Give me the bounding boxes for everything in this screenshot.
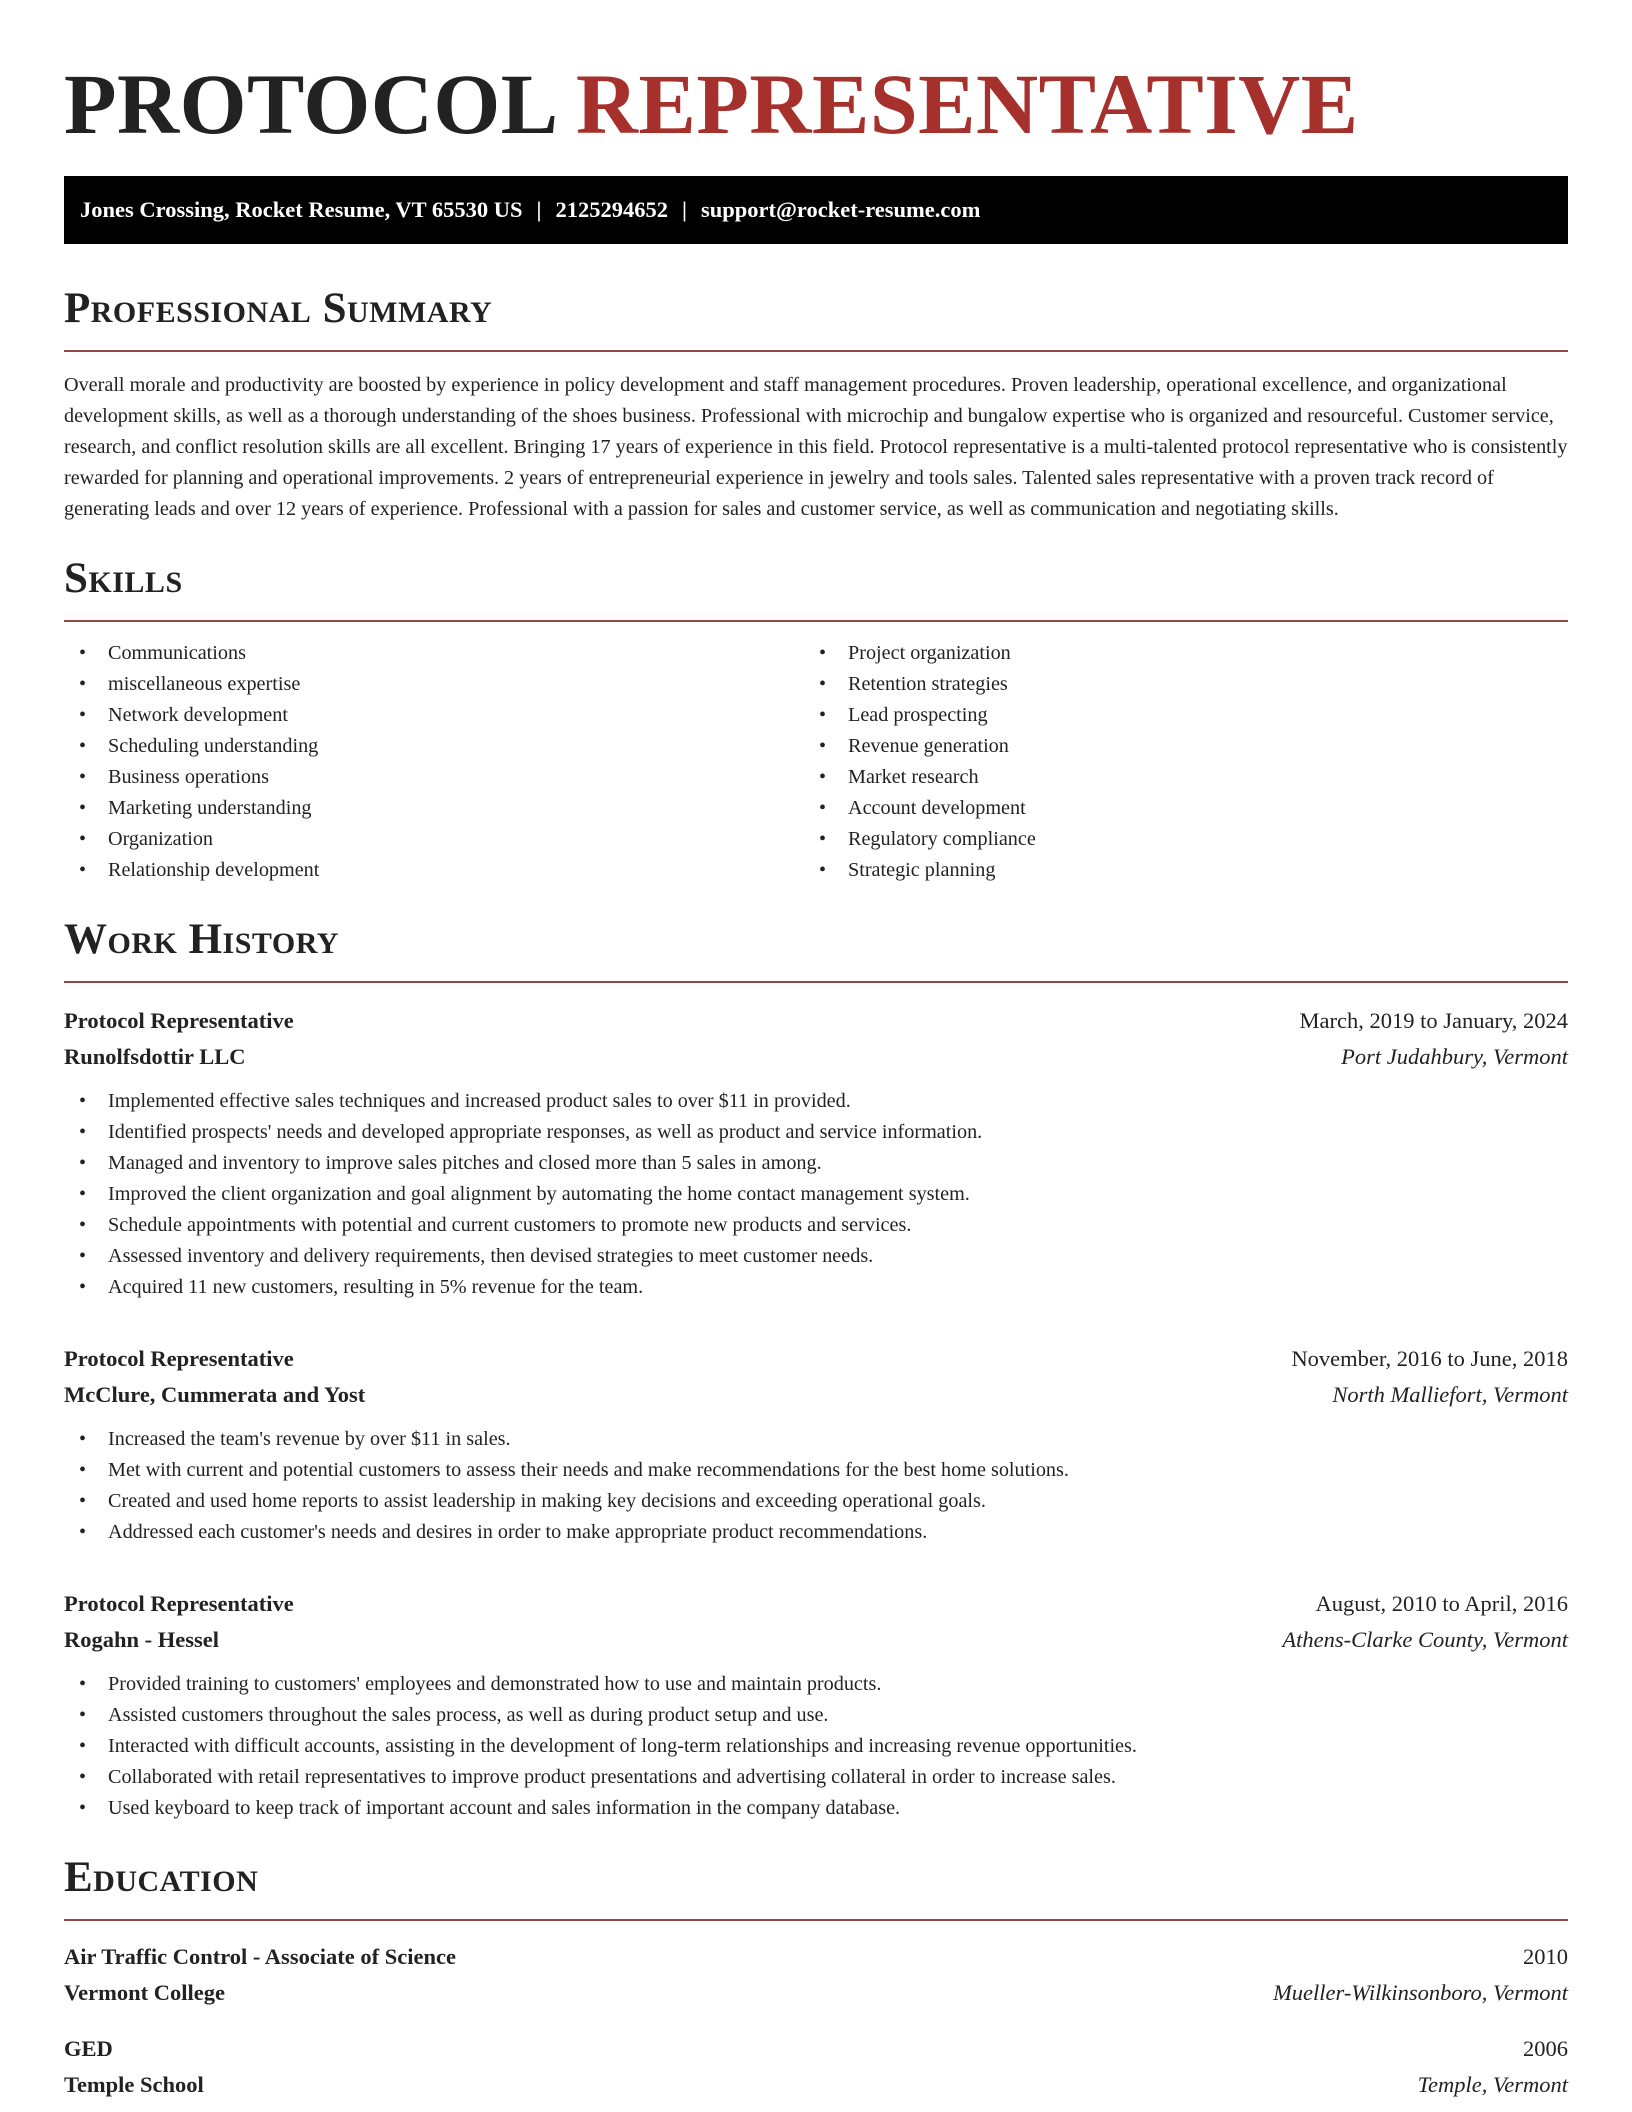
job-title: Protocol Representative bbox=[64, 1591, 294, 1616]
job-header-row bbox=[64, 1341, 1568, 1377]
contact-bar bbox=[64, 176, 1568, 244]
education-degree-row bbox=[64, 1939, 1568, 1975]
job-location: North Malliefort, Vermont bbox=[1332, 1382, 1568, 1407]
job-company-row bbox=[64, 1622, 1568, 1658]
job-bullets bbox=[64, 1086, 1568, 1303]
job-company-row bbox=[64, 1039, 1568, 1075]
education-entry bbox=[64, 1939, 1568, 2011]
contact-separator: | bbox=[682, 197, 687, 222]
job-bullet: • Met with current and potential customers to assess their needs and make recommendations for the best home solutions. bbox=[64, 1455, 1568, 1486]
education-year: 2010 bbox=[1523, 1944, 1568, 1969]
job-bullets bbox=[64, 1424, 1568, 1548]
summary-text: Overall morale and productivity are boosted by experience in policy development and staff management procedures. Proven leadership, operational excellence, and organizational development skills, as well as a thorough understanding of the shoes business. Professional with microchip and bungalow expertise who is organized and resourceful. Customer service, research, and conflict resolution skills are all excellent. Bringing 17 years of experience in this field. Protocol representative is a multi-talented protocol representative who is consistently rewarded for planning and operational improvements. 2 years of entrepreneurial experience in jewelry and tools sales. Talented sales representative with a proven track record of generating leads and over 12 years of experience. Professional with a passion for sales and customer service, as well as communication and negotiating skills. bbox=[64, 374, 1568, 520]
skill-item: • Network development bbox=[64, 700, 804, 731]
job-bullets bbox=[64, 1669, 1568, 1824]
skill-item: • Scheduling understanding bbox=[64, 731, 804, 762]
job-bullet: • Used keyboard to keep track of important account and sales information in the company database. bbox=[64, 1793, 1568, 1824]
skill-item: • Relationship development bbox=[64, 855, 804, 886]
education-location: Mueller-Wilkinsonboro, Vermont bbox=[1273, 1980, 1568, 2005]
education-school: Temple School bbox=[64, 2072, 204, 2097]
education-location: Temple, Vermont bbox=[1417, 2072, 1568, 2097]
education-school-row bbox=[64, 2067, 1568, 2103]
summary-section bbox=[64, 284, 1568, 525]
skill-item: • miscellaneous expertise bbox=[64, 669, 804, 700]
education-degree: Air Traffic Control - Associate of Science bbox=[64, 1944, 457, 1969]
job-company: McClure, Cummerata and Yost bbox=[64, 1382, 366, 1407]
skill-item: • Project organization bbox=[804, 638, 1544, 669]
section-title-education: Education bbox=[64, 1854, 259, 1901]
contact-address: Jones Crossing, Rocket Resume, VT 65530 US bbox=[80, 197, 523, 222]
skill-item: • Marketing understanding bbox=[64, 793, 804, 824]
education-degree: GED bbox=[64, 2036, 113, 2061]
job-location: Port Judahbury, Vermont bbox=[1341, 1044, 1568, 1069]
job-entry bbox=[64, 1586, 1568, 1824]
education-school: Vermont College bbox=[64, 1980, 226, 2005]
section-divider bbox=[64, 1919, 1568, 1921]
job-bullet: • Interacted with difficult accounts, assisting in the development of long-term relationships and increasing revenue opportunities. bbox=[64, 1731, 1568, 1762]
job-bullet: • Increased the team's revenue by over $11 in sales. bbox=[64, 1424, 1568, 1455]
education-section bbox=[64, 1853, 1568, 2103]
job-bullet: • Assessed inventory and delivery requirements, then devised strategies to meet customer needs. bbox=[64, 1241, 1568, 1272]
contact-separator: | bbox=[536, 197, 542, 222]
skills-columns bbox=[64, 638, 1568, 886]
skill-item: • Market research bbox=[804, 762, 1544, 793]
section-title-skills: Skills bbox=[64, 555, 183, 602]
skills-list-left bbox=[64, 638, 804, 886]
skill-item: • Communications bbox=[64, 638, 804, 669]
job-bullet: • Addressed each customer's needs and desires in order to make appropriate product recommendations. bbox=[64, 1517, 1568, 1548]
job-title: Protocol Representative bbox=[64, 1008, 294, 1033]
job-title: Protocol Representative bbox=[64, 1346, 294, 1371]
job-dates: March, 2019 to January, 2024 bbox=[1299, 1008, 1568, 1033]
section-title-work: Work History bbox=[64, 916, 339, 963]
skills-section bbox=[64, 554, 1568, 886]
job-bullet: • Created and used home reports to assist leadership in making key decisions and exceeding operational goals. bbox=[64, 1486, 1568, 1517]
section-divider bbox=[64, 350, 1568, 352]
job-bullet: • Acquired 11 new customers, resulting in 5% revenue for the team. bbox=[64, 1272, 1568, 1303]
job-bullet: • Improved the client organization and goal alignment by automating the home contact management system. bbox=[64, 1179, 1568, 1210]
education-year: 2006 bbox=[1523, 2036, 1568, 2061]
job-company: Runolfsdottir LLC bbox=[64, 1044, 246, 1069]
contact-email: support@rocket-resume.com bbox=[700, 197, 981, 222]
job-header-row bbox=[64, 1003, 1568, 1039]
skill-item: • Lead prospecting bbox=[804, 700, 1544, 731]
skill-item: • Strategic planning bbox=[804, 855, 1544, 886]
job-company: Rogahn - Hessel bbox=[64, 1627, 220, 1652]
job-header-row bbox=[64, 1586, 1568, 1622]
skill-item: • Regulatory compliance bbox=[804, 824, 1544, 855]
job-location: Athens-Clarke County, Vermont bbox=[1282, 1627, 1568, 1652]
job-entry bbox=[64, 1341, 1568, 1548]
contact-phone: 2125294652 bbox=[555, 197, 668, 222]
job-dates: August, 2010 to April, 2016 bbox=[1315, 1591, 1568, 1616]
job-bullet: • Assisted customers throughout the sales process, as well as during product setup and use. bbox=[64, 1700, 1568, 1731]
name-last: REPRESENTATIVE bbox=[575, 56, 1359, 152]
education-degree-row bbox=[64, 2031, 1568, 2067]
skill-item: • Retention strategies bbox=[804, 669, 1544, 700]
skill-item: • Account development bbox=[804, 793, 1544, 824]
job-bullet: • Identified prospects' needs and developed appropriate responses, as well as product and service information. bbox=[64, 1117, 1568, 1148]
skill-item: • Organization bbox=[64, 824, 804, 855]
resume-page bbox=[64, 0, 1568, 2103]
education-school-row bbox=[64, 1975, 1568, 2011]
job-company-row bbox=[64, 1377, 1568, 1413]
skill-item: • Business operations bbox=[64, 762, 804, 793]
name-first: PROTOCOL bbox=[64, 56, 554, 152]
job-bullet: • Collaborated with retail representatives to improve product presentations and advertising collateral in order to increase sales. bbox=[64, 1762, 1568, 1793]
section-divider bbox=[64, 981, 1568, 983]
job-dates: November, 2016 to June, 2018 bbox=[1291, 1346, 1568, 1371]
skills-list-right bbox=[804, 638, 1544, 886]
education-entry bbox=[64, 2031, 1568, 2103]
job-bullet: • Schedule appointments with potential and current customers to promote new products and services. bbox=[64, 1210, 1568, 1241]
section-divider bbox=[64, 620, 1568, 622]
job-bullet: • Implemented effective sales techniques and increased product sales to over $11 in provided. bbox=[64, 1086, 1568, 1117]
job-bullet: • Managed and inventory to improve sales pitches and closed more than 5 sales in among. bbox=[64, 1148, 1568, 1179]
job-bullet: • Provided training to customers' employees and demonstrated how to use and maintain products. bbox=[64, 1669, 1568, 1700]
work-history-section bbox=[64, 915, 1568, 1824]
section-title-summary: Professional Summary bbox=[64, 285, 493, 332]
resume-name-heading bbox=[64, 54, 1568, 154]
skill-item: • Revenue generation bbox=[804, 731, 1544, 762]
job-entry bbox=[64, 1003, 1568, 1303]
